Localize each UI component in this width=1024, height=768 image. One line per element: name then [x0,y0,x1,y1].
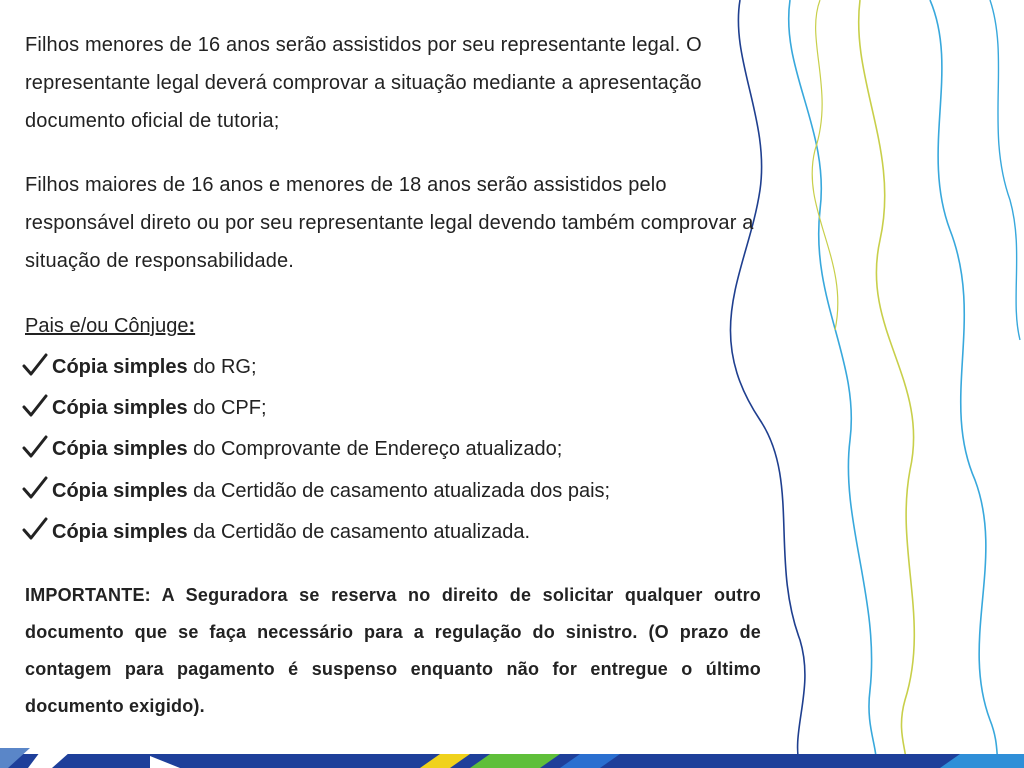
wave-line-green-2 [812,0,838,330]
item-bold-text: Cópia simples [52,520,188,543]
list-item [22,388,610,429]
list-item [22,471,610,512]
checkmark-icon [22,435,52,459]
list-item [22,512,610,553]
item-text: da Certidão de casamento atualizada. [187,520,531,543]
section-title: Pais e/ou Cônjuge [25,315,189,337]
wave-line-blue-2 [930,0,1000,768]
checkmark-icon [22,394,52,418]
section-heading [25,307,195,345]
item-text: do Comprovante de Endereço atualizado; [187,438,563,461]
bottom-decorative-bar [0,748,1024,768]
wave-line-blue-1 [789,0,876,768]
wave-line-blue-3 [990,0,1020,340]
checkmark-icon [22,517,52,541]
item-text: do RG; [187,356,257,378]
item-text: do CPF; [187,397,267,420]
item-bold-text: Cópia simples [52,479,188,502]
important-notice: IMPORTANTE: A Seguradora se reserva no direito de solicitar qualquer outro documento que se faça necessário para a regulação do sinistro. (O prazo de contagem para pagamento é suspenso enquanto não for entregue o último documento exigido). [25,585,761,716]
item-bold-text: Cópia simples [52,356,188,378]
item-text: da Certidão de casamento atualizada dos pais; [187,479,611,502]
list-item [22,347,610,388]
item-bold-text: Cópia simples [52,397,188,420]
paragraph-minors-under-16: Filhos menores de 16 anos serão assistidos por seu representante legal. O representante legal deverá comprovar a situação mediante a apresentação documento oficial de tutoria; [25,34,702,132]
document-checklist [22,347,610,553]
item-bold-text: Cópia simples [52,438,188,461]
wave-line-green-1 [859,0,915,768]
paragraph-minors-16-to-18: Filhos maiores de 16 anos e menores de 18 anos serão assistidos pelo responsável direto ou por seu representante legal devendo também comprovar a situação de responsabilidade. [25,174,754,272]
checkmark-icon [22,353,52,377]
list-item [22,429,610,470]
section-colon: : [188,315,196,337]
checkmark-icon [22,476,52,500]
